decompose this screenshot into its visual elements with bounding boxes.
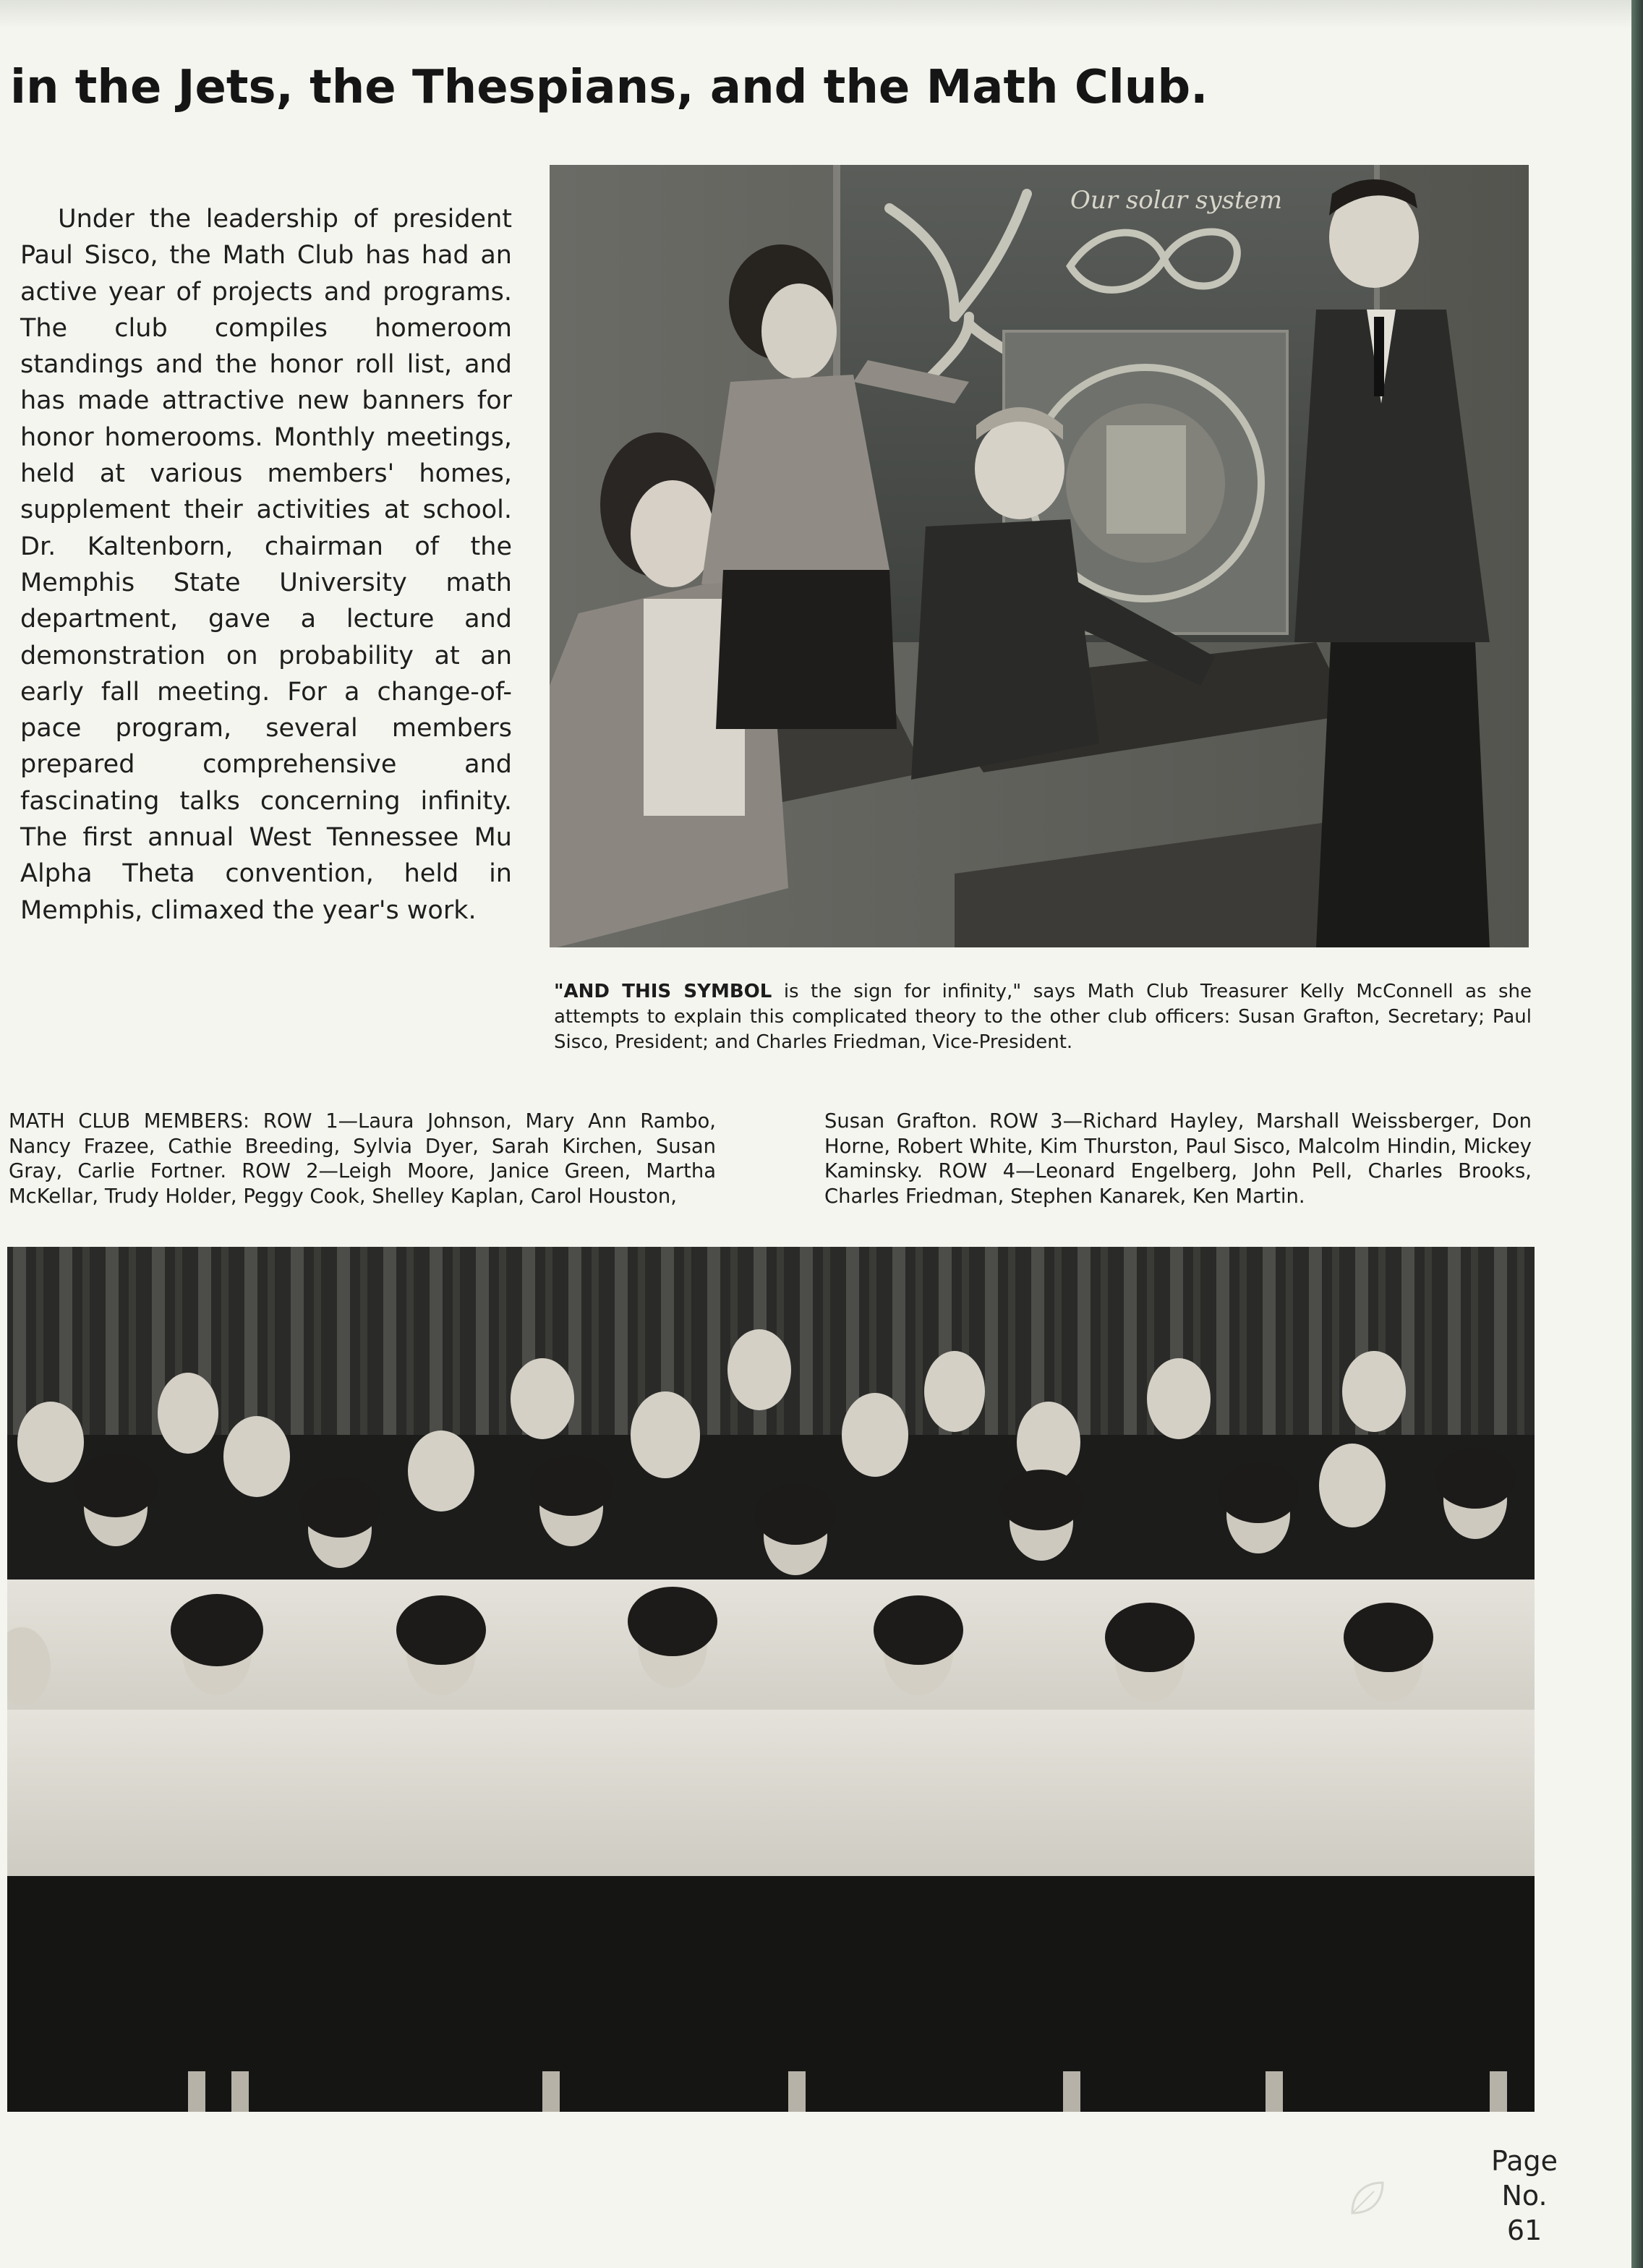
- page-number-block: [1481, 2144, 1568, 2248]
- leaf-watermark-icon: [1345, 2177, 1388, 2220]
- caption-lead: "AND THIS SYMBOL: [554, 981, 772, 1002]
- photo-caption: [554, 979, 1532, 1055]
- page-number-value: 61: [1506, 2214, 1542, 2246]
- page-number-word: Page: [1491, 2145, 1558, 2177]
- math-club-group-photo: [7, 1247, 1535, 2112]
- caption-rest: is the sign for infinity," says Math Club Treasurer Kelly McConnell as she attempts to explain this complicated theory to the other club officers: Susan Grafton, Secretary; Paul Sisco, President; and Charles Friedman, Vice-President.: [554, 981, 1532, 1053]
- page-top-shadow: [0, 0, 1631, 29]
- officers-photo: [550, 165, 1529, 947]
- front-row-members: [7, 1710, 1535, 2112]
- article-body-text: Under the leadership of president Paul Sisco, the Math Club has had an active year of projects and programs. The club compiles homeroom standings and the honor roll list, and has made attractive new banners for honor homerooms. Monthly meetings, held at various members' homes, supplement their activities at school. Dr. Kaltenborn, chairman of the Memphis State University math department, gave a lecture and demonstration on probability at an early fall meeting. For a change-of-pace program, several members prepared comprehensive and fascinating talks concerning infinity. The first annual West Tennessee Mu Alpha Theta convention, held in Memphis, climaxed the year's work.: [20, 205, 512, 925]
- page-number-abbrev: No.: [1501, 2180, 1548, 2212]
- page-headline: in the Jets, the Thespians, and the Math Club.: [10, 61, 1208, 114]
- members-caption-column-2: Susan Grafton. ROW 3—Richard Hayley, Marshall Weissberger, Don Horne, Robert White, Kim Thurston, Paul Sisco, Malcolm Hindin, Mickey Kaminsky. ROW 4—Leonard Engelberg, John Pell, Charles Brooks, Charles Friedman, Stephen Kanarek, Ken Martin.: [824, 1110, 1532, 1208]
- blackboard-writing: Our solar system: [1070, 186, 1283, 215]
- page-right-edge: [1631, 0, 1643, 2268]
- members-caption-column-1: MATH CLUB MEMBERS: ROW 1—Laura Johnson, Mary Ann Rambo, Nancy Frazee, Cathie Breeding, Sylvia Dyer, Sarah Kirchen, Susan Gray, Carlie Fortner. ROW 2—Leigh Moore, Janice Green, Martha McKellar, Trudy Holder, Peggy Cook, Shelley Kaplan, Carol Houston,: [9, 1110, 716, 1208]
